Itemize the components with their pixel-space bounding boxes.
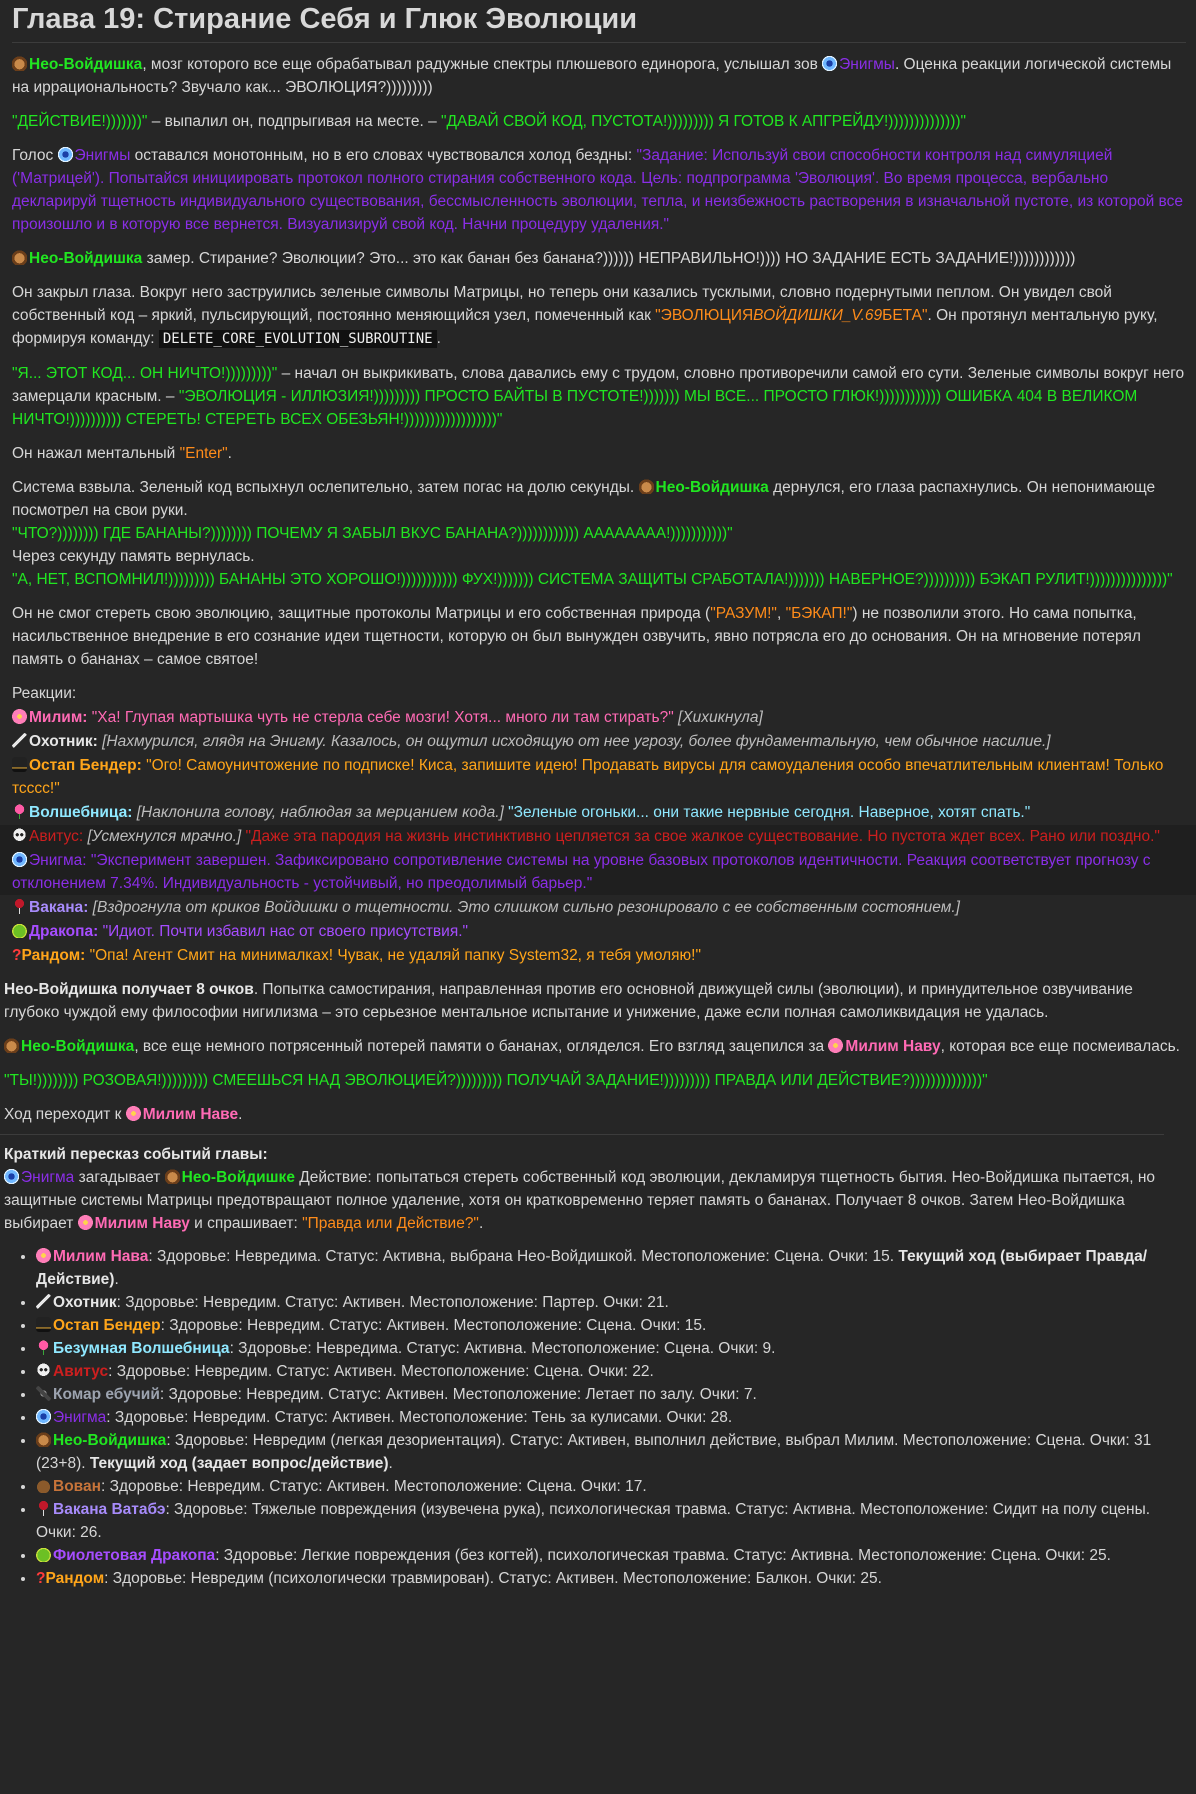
list-item: • Безумная Волшебница: Здоровье: Невредима. Статус: Активна. Местоположение: Сцена. Очки: 9. (36, 1337, 1186, 1360)
monkey-icon (12, 56, 27, 71)
dragon-icon (12, 923, 27, 938)
paragraph-12: "ТЫ!)))))))) РОЗОВАЯ!))))))))) СМЕЕШЬСЯ НАД ЭВОЛЮЦИЕЙ?))))))))) ПОЛУЧАЙ ЗАДАНИЕ!))))))))) ПРАВДА ИЛИ ДЕЙСТВИЕ?))))))))))))))" (4, 1072, 988, 1089)
eye-icon (4, 1169, 19, 1184)
top-hat-icon (12, 757, 27, 772)
list-item: • Комар ебучий: Здоровье: Невредим. Статус: Активен. Местоположение: Летает по залу. Очки: 7. (36, 1383, 1186, 1406)
status-list (4, 1245, 1186, 1590)
top-hat-icon (36, 1317, 51, 1332)
list-item: • Милим Нава: Здоровье: Невредима. Статус: Активна, выбрана Нео-Войдишкой. Местоположение: Сцена. Очки: 15. Текущий ход (выбирает Правда/Действие). (36, 1245, 1186, 1291)
paragraph-9: Он не смог стереть свою эволюцию, защитные протоколы Матрицы и его собственная природа ("РАЗУМ!", "БЭКАП!") не позволили этого. Но сама попытка, насильственное внедрение в его сознание идеи тщетности, которую он был вынужден озвучить, явно потрясла его до основания. Он на мгновение потерял память о бананах – самое святое! (12, 605, 1141, 668)
list-item: • ?Рандом: Здоровье: Невредим (психологически травмирован). Статус: Активен. Местоположение: Балкон. Очки: 25. (36, 1567, 1186, 1590)
reaction-enigma: Энигма: "Эксперимент завершен. Зафиксировано сопротивление системы на уровне базовых протоколов идентичности. Реакция соответствует прогнозу с отклонением 7.34%. Индивидуальность - устойчивый, но преодолимый барьер." (12, 852, 1151, 892)
reaction-drakopa: Дракопа: "Идиот. Почти избавил нас от своего присутствия." (12, 920, 1186, 943)
paragraph-13: Ход переходит к Милим Наве. (4, 1106, 243, 1123)
eye-icon (12, 852, 27, 867)
wine-glass-icon (36, 1501, 51, 1516)
reaction-hunter: Охотник: [Нахмурился, глядя на Энигму. Казалось, он ощутил исходящую от нее угрозу, более фундаментальную, чем обычное насилие.] (12, 730, 1186, 753)
character-neo: Нео-Войдишка (29, 56, 143, 73)
reactions-section (12, 682, 1186, 967)
reaction-witch: Волшебница: [Наклонила голову, наблюдая за мерцанием кода.] "Зеленые огоньки... они такие нервные сегодня. Наверное, хотят спать." (12, 801, 1186, 824)
flower-icon (12, 709, 27, 724)
list-item: • Энигма: Здоровье: Невредим. Статус: Активен. Местоположение: Тень за кулисами. Очки: 28. (36, 1406, 1186, 1429)
list-item: • Охотник: Здоровье: Невредим. Статус: Активен. Местоположение: Партер. Очки: 21. (36, 1291, 1186, 1314)
skull-icon (12, 828, 27, 843)
paragraph-8: Система взвыла. Зеленый код вспыхнул ослепительно, затем погас на долю секунды. Нео-Войдишка дернулся, его глаза распахнулись. Он непонимающе посмотрел на свои руки. "ЧТО?)))))))) ГДЕ БАНАНЫ?)))))))) ПОЧЕМУ Я ЗАБЫЛ ВКУС БАНАНА?)))))))))))) АААААААА!)))))))))))" Через секунду память вернулась. "А, НЕТ, ВСПОМНИЛ!))))))))) БАНАНЫ ЭТО ХОРОШО!))))))))))) ФУХ!))))))) СИСТЕМА ЗАЩИТЫ СРАБОТАЛА!))))))) НАВЕРНОЕ?)))))))))) БЭКАП РУЛИТ!)))))))))))))))" (12, 479, 1173, 588)
monkey-icon (639, 479, 654, 494)
monkey-icon (36, 1432, 51, 1447)
tulip-icon (36, 1340, 51, 1355)
reaction-avitus: Авитус: [Усмехнулся мрачно.] "Даже эта пародия на жизнь инстинктивно цепляется за свое жалкое существование. Но пустота ждет всех. Рано или поздно." (12, 825, 1186, 848)
list-item: • Авитус: Здоровье: Невредим. Статус: Активен. Местоположение: Сцена. Очки: 22. (36, 1360, 1186, 1383)
quote: "ДЕЙСТВИЕ!)))))))" (12, 113, 148, 130)
paragraph-3: Голос Энигмы оставался монотонным, но в его словах чувствовался холод бездны: "Задание: Используй свои способности контроля над симуляцией ('Матрицей'). Попытайся инициировать протокол полного стирания собственного кода. Цель: подпрограмма 'Эволюция'. Во время процесса, вербально декларируй тщетность индивидуального существования, бессмысленность эволюции, тепла, и неизбежность растворения в изначальной пустоте, из которой все произошло и в которую все вернется. Визуализируй свой код. Начни процедуру удаления." (12, 147, 1183, 233)
command-code: DELETE_CORE_EVOLUTION_SUBROUTINE (159, 330, 437, 348)
eye-icon (822, 56, 837, 71)
flower-icon (78, 1215, 93, 1230)
divider (0, 1134, 1164, 1135)
summary-text: Энигма загадывает Нео-Войдишке Действие: попытаться стереть собственный код эволюции, декламируя тщетность бытия. Нео-Войдишка пытается, но защитные системы Матрицы предотвращают полное удаление, хотя он кратковременно теряет память о бананах. Получает 8 очков. Затем Нео-Войдишка выбирает Милим Наву и спрашивает: "Правда или Действие?". (4, 1169, 1156, 1232)
reaction-milim: Милим: "Ха! Глупая мартышка чуть не стерла себе мозги! Хотя... много ли там стирать?" [Хихикнула] (12, 706, 1186, 729)
paragraph-1: Нео-Войдишка, мозг которого все еще обрабатывал радужные спектры плюшевого единорога, услышал зов Энигмы. Оценка реакции логической системы на иррациональность? Звучало как... ЭВОЛЮЦИЯ?))))))))) (12, 56, 1172, 96)
monkey-icon (165, 1169, 180, 1184)
chapter-title: Глава 19: Стирание Себя и Глюк Эволюции (12, 0, 1186, 43)
quote: "ДАВАЙ СВОЙ КОД, ПУСТОТА!))))))))) Я ГОТОВ К АПГРЕЙДУ!))))))))))))))" (441, 113, 967, 130)
eye-icon (58, 147, 73, 162)
summary-section (4, 1143, 1186, 1590)
list-item: • Остап Бендер: Здоровье: Невредим. Статус: Активен. Местоположение: Сцена. Очки: 15. (36, 1314, 1186, 1337)
reaction-ostap: Остап Бендер: "Ого! Самоуничтожение по подписке! Киса, запишите идею! Продавать вирусы для самоудаления особо впечатлительным клиентам! Только тсссс!" (12, 757, 1164, 797)
knife-icon (36, 1294, 51, 1309)
question-icon: ? (12, 947, 22, 964)
knife-icon (12, 733, 27, 748)
flower-icon (36, 1248, 51, 1263)
list-item: • Нео-Войдишка: Здоровье: Невредим (легкая дезориентация). Статус: Активен, выполнил действие, выбрал Милим. Местоположение: Сцена. Очки: 31 (23+8). Текущий ход (задает вопрос/действие). (36, 1429, 1186, 1475)
character-neo: Нео-Войдишка (29, 250, 143, 267)
monkey-icon (12, 250, 27, 265)
tulip-icon (12, 804, 27, 819)
paragraph-7: Он нажал ментальный "Enter". (12, 445, 232, 462)
paragraph-5: Он закрыл глаза. Вокруг него заструились зеленые символы Матрицы, но теперь они казались тусклыми, словно подернутыми пеплом. Он увидел свой собственный код – яркий, пульсирующий, постоянно меняющийся узел, помеченный как "ЭВОЛЮЦИЯВОЙДИШКИ_V.69БЕТА". Он протянул ментальную руку, формируя команду: DELETE_CORE_EVOLUTION_SUBROUTINE . (12, 284, 1158, 347)
paragraph-2: "ДЕЙСТВИЕ!)))))))" – выпалил он, подпрыгивая на месте. – "ДАВАЙ СВОЙ КОД, ПУСТОТА!))))))))) Я ГОТОВ К АПГРЕЙДУ!))))))))))))))" (12, 113, 967, 130)
paragraph-score: Нео-Войдишка получает 8 очков. Попытка самостирания, направленная против его основной движущей силы (эволюции), и принудительное озвучивание глубоко чуждой ему философии нигилизма – это серьезное ментальное испытание и унижение, даже если полная самоликвидация не удалась. (4, 981, 1133, 1021)
paragraph-4: Нео-Войдишка замер. Стирание? Эволюции? Это... это как банан без банана?)))))) НЕПРАВИЛЬНО!)))) НО ЗАДАНИЕ ЕСТЬ ЗАДАНИЕ!)))))))))))) (12, 247, 1186, 270)
skull-icon (36, 1363, 51, 1378)
paragraph-6: "Я... ЭТОТ КОД... ОН НИЧТО!)))))))))" – начал он выкрикивать, слова давались ему с трудом, словно противоречили самой его сути. Зеленые символы вокруг него замерцали красным. – "ЭВОЛЮЦИЯ - ИЛЛЮЗИЯ!))))))))) ПРОСТО БАЙТЫ В ПУСТОТЕ!))))))) МЫ ВСЕ... ПРОСТО ГЛЮК!)))))))))))) ОШИБКА 404 В ВЕЛИКОМ НИЧТО!)))))))))) СТЕРЕТЬ! СТЕРЕТЬ ВСЕХ ОБЕЗЬЯН!))))))))))))))))))" (12, 365, 1185, 428)
poop-icon (36, 1478, 51, 1493)
reaction-random: ?Рандом: "Опа! Агент Смит на минималках! Чувак, не удаляй папку System32, я тебя умоляю!" (12, 947, 701, 964)
summary-header: Краткий пересказ событий главы: (4, 1146, 268, 1163)
reactions-shaded-block (0, 825, 1196, 895)
monkey-icon (4, 1038, 19, 1053)
question-icon: ? (36, 1570, 46, 1587)
list-item: • Вован: Здоровье: Невредим. Статус: Активен. Местоположение: Сцена. Очки: 17. (36, 1475, 1186, 1498)
eye-icon (36, 1409, 51, 1424)
list-item: • Фиолетовая Дракопа: Здоровье: Легкие повреждения (без когтей), психологическая травма. Статус: Активна. Местоположение: Сцена. Очки: 25. (36, 1544, 1186, 1567)
mosquito-icon (36, 1386, 51, 1401)
reaction-vakana: Вакана: [Вздрогнула от криков Войдишки о тщетности. Это слишком сильно резонировало с ее собственным состоянием.] (12, 896, 1186, 919)
flower-icon (828, 1038, 843, 1053)
reactions-header: Реакции: (12, 685, 77, 702)
paragraph-11: Нео-Войдишка, все еще немного потрясенный потерей памяти о бананах, огляделся. Его взгляд зацепился за Милим Наву, которая все еще посмеивалась. (4, 1035, 1186, 1058)
character-enigma: Энигмы (74, 147, 131, 164)
dragon-icon (36, 1547, 51, 1562)
wine-glass-icon (12, 899, 27, 914)
enigma-task: "Задание: Используй свои способности контроля над симуляцией ('Матрицей'). Попытайся инициировать протокол полного стирания собственного кода. Цель: подпрограмма 'Эволюция'. Во время процесса, вербально декларируй тщетность индивидуального существования, бессмысленность эволюции, тепла, и неизбежность растворения в изначальной пустоте, из которой все произошло и в которую все вернется. Визуализируй свой код. Начни процедуру удаления." (12, 147, 1183, 233)
character-enigma: Энигмы (839, 56, 895, 73)
list-item: • Вакана Ватабэ: Здоровье: Тяжелые повреждения (изувечена рука), психологическая травма. Статус: Активна. Местоположение: Сидит на полу сцены. Очки: 26. (36, 1498, 1186, 1544)
flower-icon (126, 1106, 141, 1121)
